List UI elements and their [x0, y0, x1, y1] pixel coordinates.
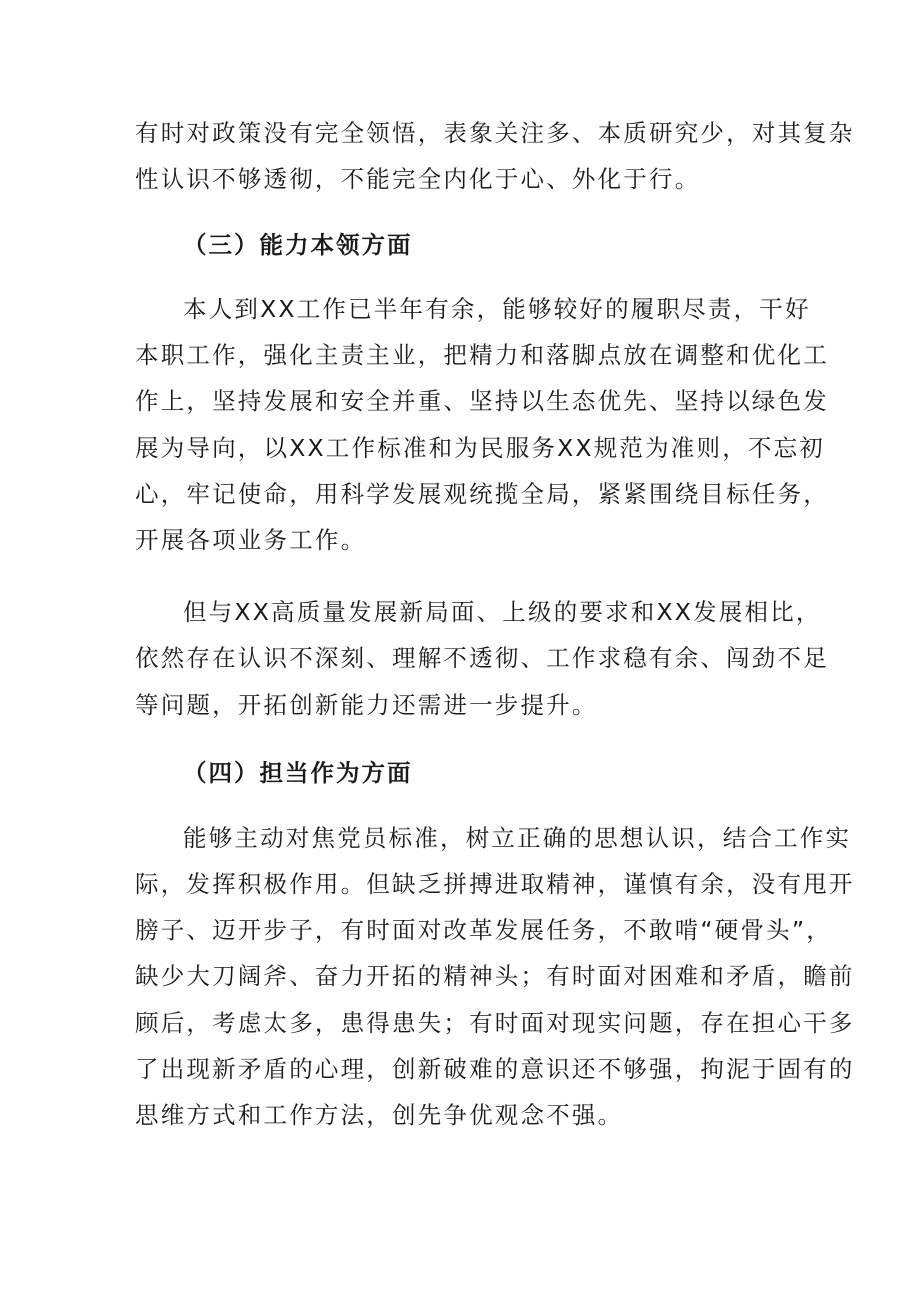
section-3-p1-line-6: 开展各项业务工作。 [135, 526, 367, 554]
section-3-p1-line-1: 本人到XX工作已半年有余，能够较好的履职尽责，干好 [183, 295, 811, 323]
section-4-p1-line-5: 顾后，考虑太多，患得患失；有时面对现实问题，存在担心干多 [135, 1009, 855, 1037]
section-3-p1-line-2: 本职工作，强化主责主业，把精力和落脚点放在调整和优化工 [135, 341, 829, 369]
section-3-p2-line-2: 依然存在认识不深刻、理解不透彻、工作求稳有余、闯劲不足 [135, 644, 829, 672]
section-4-p1-line-6: 了出现新矛盾的心理，创新破难的意识还不够强，拘泥于固有的 [135, 1055, 855, 1083]
section-4-p1-line-4: 缺少大刀阔斧、奋力开拓的精神头；有时面对困难和矛盾，瞻前 [135, 962, 855, 990]
section-4-p1-line-7: 思维方式和工作方法，创先争优观念不强。 [135, 1101, 624, 1129]
section-3-p1-line-4: 展为导向，以XX工作标准和为民服务XX规范为准则，不忘初 [135, 434, 825, 462]
continuation-line-1: 有时对政策没有完全领悟，表象关注多、本质研究少，对其复杂 [135, 119, 855, 147]
section-4-heading: （四）担当作为方面 [183, 759, 413, 787]
section-3-p1-line-3: 作上，坚持发展和安全并重、坚持以生态优先、坚持以绿色发 [135, 387, 829, 415]
section-3-p1-line-5: 心，牢记使命，用科学发展观统揽全局，紧紧围绕目标任务， [135, 480, 829, 508]
section-4-p1-line-1: 能够主动对焦党员标准，树立正确的思想认识，结合工作实 [183, 824, 852, 852]
section-3-p2-line-1: 但与XX高质量发展新局面、上级的要求和XX发展相比， [183, 598, 822, 626]
section-3-p2-line-3: 等问题，开拓创新能力还需进一步提升。 [135, 691, 598, 719]
continuation-line-2: 性认识不够透彻，不能完全内化于心、外化于行。 [135, 165, 701, 193]
section-4-p1-line-3: 膀子、迈开步子，有时面对改革发展任务，不敢啃“硬骨头”， [135, 916, 832, 944]
section-4-p1-line-2: 际，发挥积极作用。但缺乏拼搏进取精神，谨慎有余，没有甩开 [135, 870, 855, 898]
section-3-heading: （三）能力本领方面 [183, 231, 413, 259]
